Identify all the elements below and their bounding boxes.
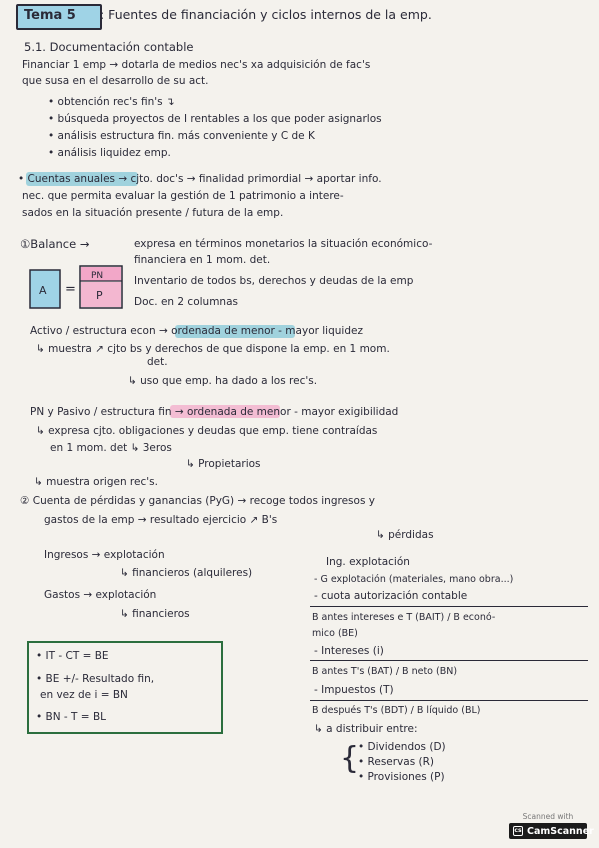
camscanner-icon: cs xyxy=(514,827,522,834)
balance-line-4: Doc. en 2 columnas xyxy=(134,296,238,308)
muestra-line-2: ↳ uso que emp. ha dado a los rec's. xyxy=(128,375,318,387)
income-statement-row: ↳ a distribuir entre: xyxy=(314,723,418,735)
muestra-line-1b: det. xyxy=(147,356,168,368)
pyg-line-1: ② Cuenta de pérdidas y ganancias (PyG) → recoge todos ingresos y xyxy=(20,495,375,507)
expresa-line-2: en 1 mom. det ↳ 3eros xyxy=(50,442,172,454)
income-statement-row: - Intereses (i) xyxy=(314,645,384,657)
divider xyxy=(310,660,588,661)
balance-line-1: expresa en términos monetarios la situación económico- xyxy=(134,238,433,250)
intro-line-1: Financiar 1 emp → dotarla de medios nec's xa adquisición de fac's xyxy=(22,59,371,71)
bullet-item: • análisis estructura fin. más conveniente y C de K xyxy=(48,130,315,142)
income-statement-row: - G explotación (materiales, mano obra...) xyxy=(314,574,514,585)
pyg-line-3: ↳ pérdidas xyxy=(376,529,434,541)
balance-line-3: Inventario de todos bs, derechos y deudas de la emp xyxy=(134,275,414,287)
income-statement-row: B antes intereses e T (BAIT) / B econó- xyxy=(312,612,496,623)
formula-line: • BE +/- Resultado fin, xyxy=(36,673,155,685)
formula-line: • BN - T = BL xyxy=(36,711,106,723)
camscanner-badge xyxy=(509,812,594,840)
ingresos-line: Ingresos → explotación xyxy=(44,549,165,561)
ingresos-line-2: ↳ financieros (alquileres) xyxy=(120,567,253,579)
distribution-item: • Reservas (R) xyxy=(358,756,435,768)
badge-app-name: CamScanner xyxy=(527,826,594,837)
bullet-item: • obtención rec's fin's ↴ xyxy=(48,96,175,108)
divider xyxy=(310,606,588,607)
liabilities-label: P xyxy=(96,289,103,302)
gastos-line: Gastos → explotación xyxy=(44,589,157,601)
cuentas-line-3: sados en la situación presente / futura de la emp. xyxy=(22,207,284,219)
muestra-line-1: ↳ muestra ↗ cjto bs y derechos de que dispone la emp. en 1 mom. xyxy=(36,343,390,355)
topic-label: Tema 5 xyxy=(24,8,76,23)
equals-sign: = xyxy=(65,282,76,297)
bullet-item: • análisis liquidez emp. xyxy=(48,147,171,159)
balance-line-2: financiera en 1 mom. det. xyxy=(134,254,271,266)
section-heading: 5.1. Documentación contable xyxy=(24,40,194,54)
page-title: : Fuentes de financiación y ciclos internos de la emp. xyxy=(100,7,432,22)
bullet-item: • búsqueda proyectos de I rentables a los que poder asignarlos xyxy=(48,113,382,125)
activo-line: Activo / estructura econ → ordenada de menor - mayor liquidez xyxy=(30,325,363,337)
badge-caption: Scanned with xyxy=(522,812,574,821)
income-statement-row: - Impuestos (T) xyxy=(314,684,394,696)
income-statement-row: B antes T's (BAT) / B neto (BN) xyxy=(312,666,458,677)
income-statement-row: B después T's (BDT) / B líquido (BL) xyxy=(312,705,481,716)
cuentas-line-2: nec. que permita evaluar la gestión de 1 patrimonio a intere- xyxy=(22,190,344,202)
muestra-origen-line: ↳ muestra origen rec's. xyxy=(34,476,158,488)
pn-line: PN y Pasivo / estructura fin → ordenada de menor - mayor exigibilidad xyxy=(30,406,399,418)
equity-label: PN xyxy=(91,271,104,281)
formula-line: en vez de i = BN xyxy=(40,689,128,701)
intro-line-2: que susa en el desarrollo de su act. xyxy=(22,75,209,87)
gastos-line-2: ↳ financieros xyxy=(120,608,190,620)
divider xyxy=(310,700,588,701)
asset-letter: A xyxy=(39,284,47,297)
income-statement-row: Ing. explotación xyxy=(326,556,410,568)
expresa-line-1: ↳ expresa cjto. obligaciones y deudas que emp. tiene contraídas xyxy=(36,425,378,437)
distribution-brace: { xyxy=(340,741,360,776)
formula-line: • IT - CT = BE xyxy=(36,650,109,662)
distribution-item: • Dividendos (D) xyxy=(358,741,446,753)
badge-logo xyxy=(509,823,594,839)
balance-diagram xyxy=(28,262,132,314)
income-statement-row: - cuota autorización contable xyxy=(314,590,468,602)
cuentas-line-1: • Cuentas anuales → cjto. doc's → finalidad primordial → aportar info. xyxy=(18,173,382,185)
distribution-item: • Provisiones (P) xyxy=(358,771,445,783)
income-statement-row: mico (BE) xyxy=(312,628,358,639)
expresa-line-3: ↳ Propietarios xyxy=(186,458,261,470)
balance-heading: ①Balance → xyxy=(20,237,90,251)
pyg-line-2: gastos de la emp → resultado ejercicio ↗ B's xyxy=(44,514,278,526)
